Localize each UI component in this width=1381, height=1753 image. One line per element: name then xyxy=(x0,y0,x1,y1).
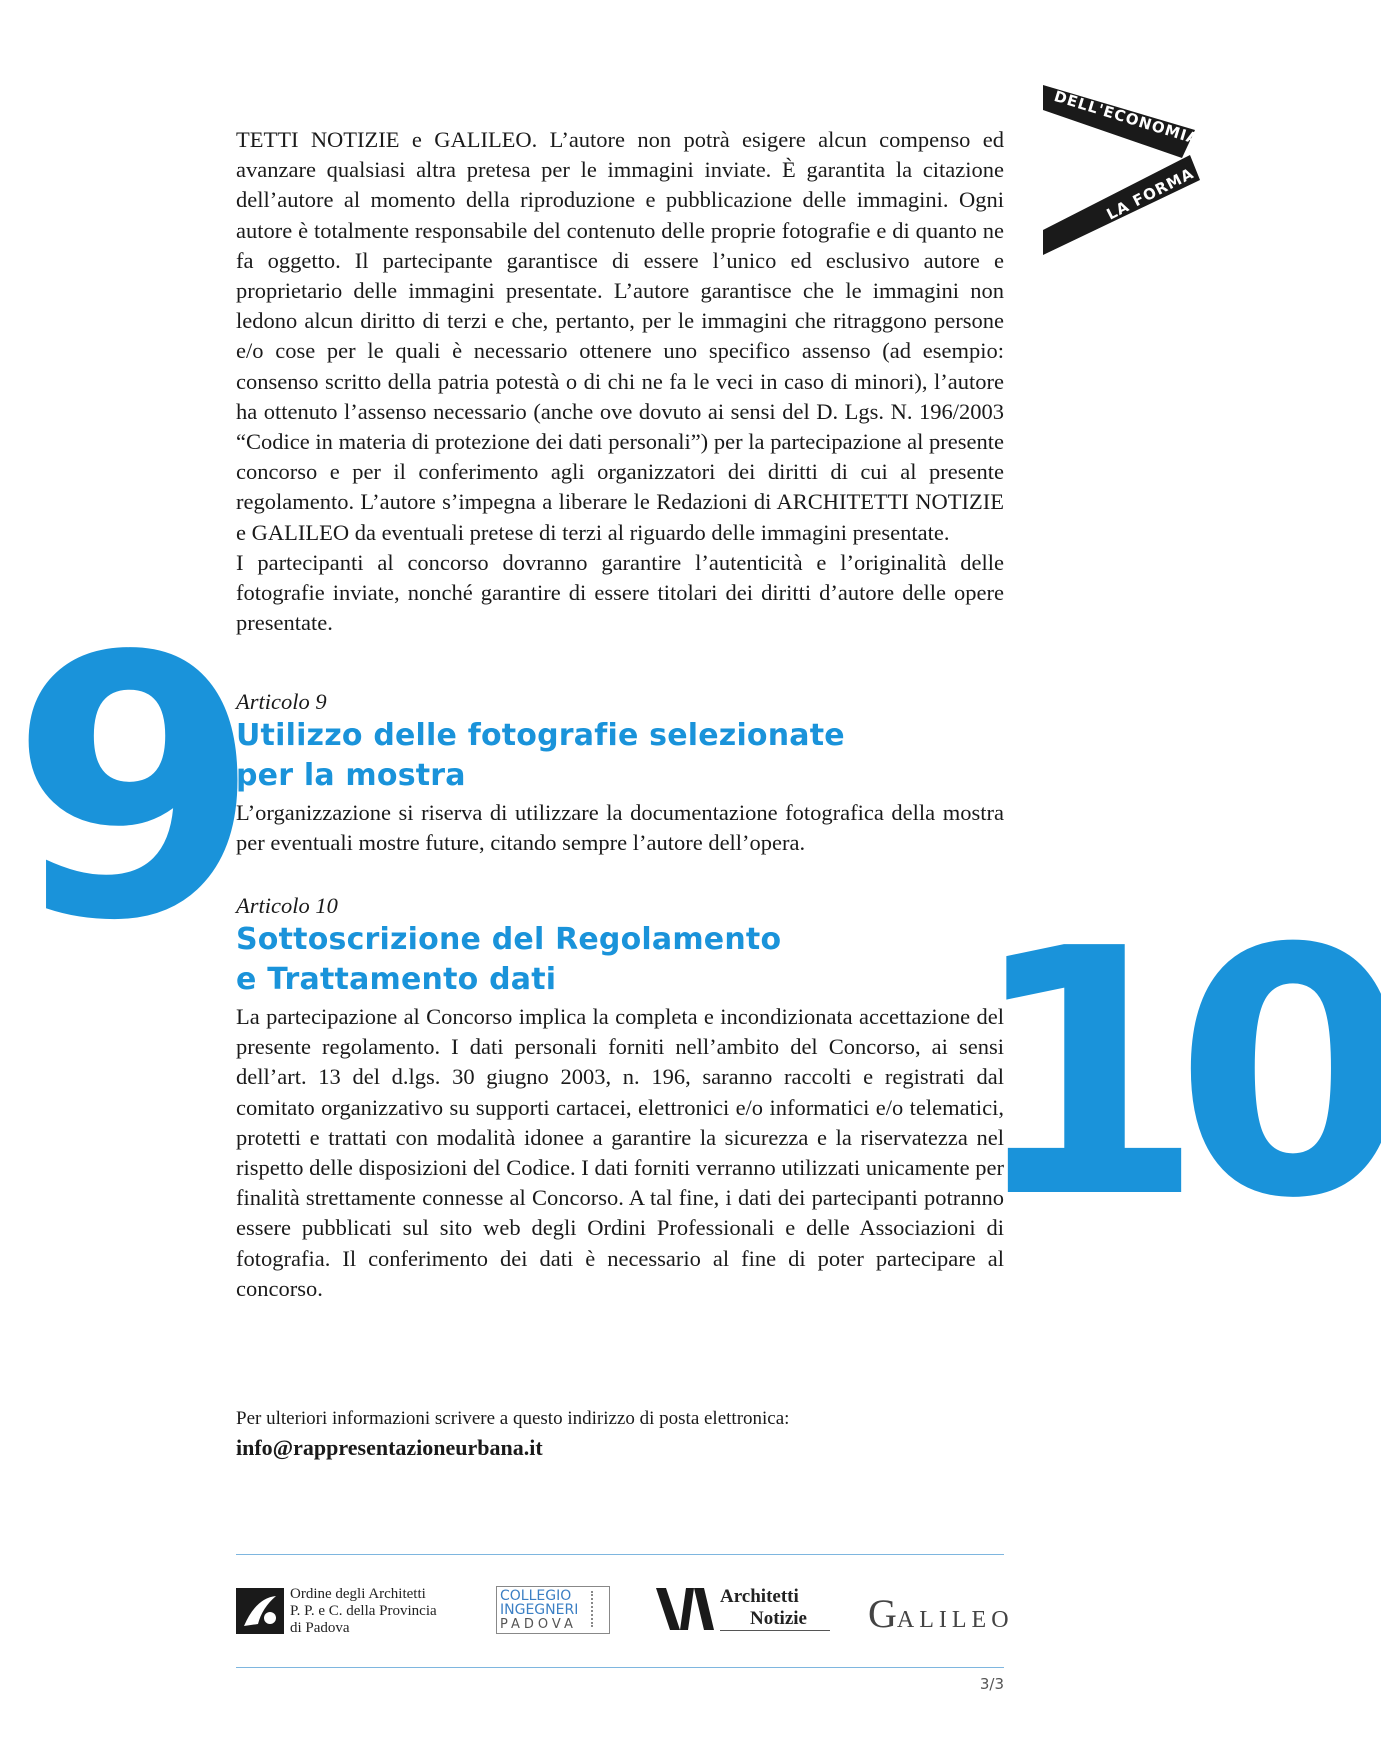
ordine-line2: P. P. e C. della Provincia xyxy=(290,1603,437,1619)
article-9-text: L’organizzazione si riserva di utilizzare la documentazione fotografica della mostra per eventuali mostre future, citando sempre l’autore dell’opera. xyxy=(236,800,1004,856)
article-10-title xyxy=(236,920,1004,1000)
article-10 xyxy=(236,892,1004,1304)
an-monogram-icon xyxy=(656,1586,716,1632)
article-9-label: Articolo 9 xyxy=(236,689,327,714)
collegio-line3: PADOVA xyxy=(500,1617,577,1632)
logo-ordine-architetti xyxy=(236,1580,456,1640)
collegio-line2: INGEGNERI xyxy=(500,1602,579,1618)
article-9-big-number: 9 xyxy=(10,580,251,999)
article-10-big-number: 10 xyxy=(968,877,1381,1273)
logo-galileo xyxy=(868,1590,1014,1650)
ordine-line3: di Padova xyxy=(290,1620,350,1636)
top-text-block xyxy=(236,125,1004,638)
footer-divider-top xyxy=(236,1554,1004,1555)
article-10-title-line1: Sottoscrizione del Regolamento xyxy=(236,922,782,957)
corner-logo-line2: LA FORMA xyxy=(1103,164,1197,224)
collegio-line1: COLLEGIO xyxy=(500,1588,572,1604)
article-9-title-line2: per la mostra xyxy=(236,758,466,793)
tower-icon xyxy=(591,1591,605,1627)
page-number: 3/3 xyxy=(979,1675,1004,1693)
sponsor-logos xyxy=(236,1580,1014,1640)
ordine-text xyxy=(290,1586,437,1637)
article-9 xyxy=(236,688,1004,858)
article-9-title xyxy=(236,716,1004,796)
top-paragraph-1: TETTI NOTIZIE e GALILEO. L’autore non potrà esigere alcun compenso ed avanzare qualsiasi altra pretesa per le immagini inviate. È garantita la citazione dell’autore al momento della riproduzione e pubblicazione delle immagini. Ogni autore è totalmente responsabile del contenuto delle proprie fotografie e di quanto ne fa oggetto. Il partecipante garantisce di essere l’unico ed esclusivo autore e proprietario delle immagini presentate. L’autore garantisce che le immagini non ledono alcun diritto di terzi e che, pertanto, per le immagini che ritraggono persone e/o cose per le quali è necessario ottenere uno specifico assenso (ad esempio: consenso scritto della patria potestà o di chi ne fa le veci in caso di minori), l’autore ha ottenuto l’assenso necessario (anche ove dovuto ai sensi del D. Lgs. N. 196/2003 “Codice in materia di protezione dei dati personali”) per la partecipazione al presente concorso e per il conferimento agli organizzatori dei diritti di cui al presente regolamento. L’autore s’impegna a liberare le Redazioni di ARCHITETTI NOTIZIE e GALILEO da eventuali pretese di terzi al riguardo delle immagini presentate. xyxy=(236,127,1004,545)
ordine-line1: Ordine degli Architetti xyxy=(290,1586,426,1602)
top-paragraph-2: I partecipanti al concorso dovranno garantire l’autenticità e l’originalità delle fotografie inviate, nonché garantire di essere titolari dei diritti d’autore delle opere presentate. xyxy=(236,549,1004,636)
galileo-rest: ALILEO xyxy=(896,1607,1014,1633)
an-underline xyxy=(720,1630,830,1631)
footer-divider-bottom xyxy=(236,1667,1004,1668)
ordine-emblem-icon xyxy=(236,1588,284,1634)
article-10-label: Articolo 10 xyxy=(236,893,338,918)
la-forma-logo-mark xyxy=(1040,80,1240,270)
logo-architetti-notizie xyxy=(656,1580,831,1640)
article-10-title-line2: e Trattamento dati xyxy=(236,962,557,997)
article-10-text: La partecipazione al Concorso implica la completa e incondizionata accettazione del presente regolamento. I dati personali forniti nell’ambito del Concorso, ai sensi dell’art. 13 del d.lgs. 30 giugno 2003, n. 196, saranno raccolti e registrati dal comitato organizzativo su supporti cartacei, elettronici e/o informatici e/o telematici, protetti e trattati con modalità idonee a garantire la sicurezza e la riservatezza nel rispetto delle disposizioni del Codice. I dati forniti verranno utilizzati unicamente per finalità strettamente connesse al Concorso. A tal fine, i dati dei partecipanti potranno essere pubblicati sul sito web degli Ordini Professionali e delle Associazioni di fotografia. Il conferimento dei dati è necessario al fine di poter partecipare al concorso. xyxy=(236,1004,1004,1301)
corner-logo-line1: DELL'ECONOMIA xyxy=(1051,87,1202,149)
an-line2: Notizie xyxy=(750,1608,807,1629)
galileo-initial: G xyxy=(868,1591,897,1636)
contact-info xyxy=(236,1406,1004,1464)
logo-collegio-ingegneri xyxy=(496,1586,610,1634)
corner-logo xyxy=(1040,80,1240,270)
contact-info-label: Per ulteriori informazioni scrivere a questo indirizzo di posta elettronica: xyxy=(236,1408,790,1429)
article-9-title-line1: Utilizzo delle fotografie selezionate xyxy=(236,718,845,753)
contact-email-link[interactable]: info@rappresentazioneurbana.it xyxy=(236,1435,543,1460)
an-line1: Architetti xyxy=(720,1586,799,1607)
